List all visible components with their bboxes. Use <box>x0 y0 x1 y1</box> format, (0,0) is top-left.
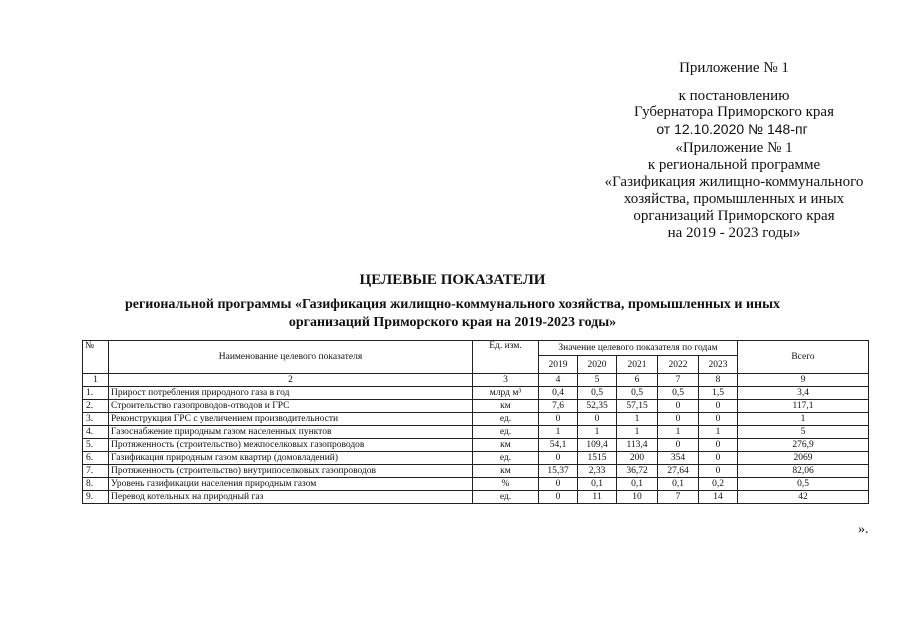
value-cell: 57,15 <box>617 400 658 413</box>
total-cell: 1 <box>738 413 869 426</box>
total-cell: 3,4 <box>738 387 869 400</box>
indicator-name-cell: Прирост потребления природного газа в год <box>109 387 473 400</box>
value-cell: 1 <box>578 426 617 439</box>
value-cell: 11 <box>578 491 617 504</box>
unit-cell: км <box>473 439 539 452</box>
value-cell: 0 <box>699 400 738 413</box>
value-cell: 0,1 <box>658 478 699 491</box>
value-cell: 0,2 <box>699 478 738 491</box>
value-cell: 1 <box>699 426 738 439</box>
value-cell: 0,4 <box>539 387 578 400</box>
value-cell: 109,4 <box>578 439 617 452</box>
value-cell: 1 <box>658 426 699 439</box>
value-cell: 1 <box>617 413 658 426</box>
value-cell: 0 <box>699 413 738 426</box>
value-cell: 36,72 <box>617 465 658 478</box>
value-cell: 1 <box>539 426 578 439</box>
index-cell: 4 <box>539 374 578 387</box>
value-cell: 0,5 <box>578 387 617 400</box>
row-number-cell: 7. <box>83 465 109 478</box>
total-cell: 82,06 <box>738 465 869 478</box>
table-row <box>83 452 869 465</box>
value-cell: 0 <box>699 439 738 452</box>
to-resolution-label: к постановлению <box>678 88 790 104</box>
row-number-cell: 6. <box>83 452 109 465</box>
value-cell: 0 <box>578 413 617 426</box>
program-name-line-2: хозяйства, промышленных и иных <box>623 191 845 207</box>
index-cell: 8 <box>699 374 738 387</box>
unit-cell: ед. <box>473 491 539 504</box>
row-number-cell: 8. <box>83 478 109 491</box>
total-cell: 0,5 <box>738 478 869 491</box>
program-name-line-1: «Газификация жилищно-коммунального <box>604 174 864 190</box>
indicator-name-cell: Уровень газификации населения природным газом <box>109 478 473 491</box>
year-cell: 2023 <box>699 356 738 374</box>
unit-cell: % <box>473 478 539 491</box>
table-row <box>83 413 869 426</box>
total-cell: 276,9 <box>738 439 869 452</box>
total-cell: 2069 <box>738 452 869 465</box>
indicator-name-cell: Протяженность (строительство) внутрипоселковых газопроводов <box>109 465 473 478</box>
value-cell: 0,1 <box>578 478 617 491</box>
table-row <box>83 387 869 400</box>
value-cell: 0 <box>539 413 578 426</box>
unit-cell: ед. <box>473 413 539 426</box>
year-cell: 2020 <box>578 356 617 374</box>
indicator-name-cell: Протяженность (строительство) межпоселковых газопроводов <box>109 439 473 452</box>
year-cell: 2021 <box>617 356 658 374</box>
unit-cell: ед. <box>473 452 539 465</box>
table-index-row <box>83 374 869 387</box>
table-row <box>83 478 869 491</box>
value-cell: 2,33 <box>578 465 617 478</box>
indicator-name-cell: Газоснабжение природным газом населенных пунктов <box>109 426 473 439</box>
total-cell: 5 <box>738 426 869 439</box>
value-cell: 1515 <box>578 452 617 465</box>
value-cell: 0,5 <box>658 387 699 400</box>
indicators-table <box>82 340 869 504</box>
index-cell: 7 <box>658 374 699 387</box>
resolution-date-number: от 12.10.2020 № 148-пг <box>656 121 808 137</box>
value-cell: 27,64 <box>658 465 699 478</box>
value-cell: 0,1 <box>617 478 658 491</box>
appendix2-label: «Приложение № 1 <box>675 140 793 156</box>
indicator-name-cell: Газификация природным газом квартир (домовладений) <box>109 452 473 465</box>
row-number-cell: 4. <box>83 426 109 439</box>
value-cell: 14 <box>699 491 738 504</box>
index-cell: 5 <box>578 374 617 387</box>
indicator-name-cell: Строительство газопроводов-отводов и ГРС <box>109 400 473 413</box>
value-cell: 1,5 <box>699 387 738 400</box>
closing-quote: ». <box>858 522 869 537</box>
table-row <box>83 426 869 439</box>
value-cell: 113,4 <box>617 439 658 452</box>
value-cell: 0,5 <box>617 387 658 400</box>
table-header-row <box>83 341 869 356</box>
program-name-line-3: организаций Приморского края <box>633 208 835 224</box>
header-values-by-year: Значение целевого показателя по годам <box>539 341 738 356</box>
appendix-label: Приложение № 1 <box>679 60 789 76</box>
value-cell: 0 <box>699 452 738 465</box>
value-cell: 0 <box>658 413 699 426</box>
year-cell: 2019 <box>539 356 578 374</box>
governor-label: Губернатора Приморского края <box>634 104 834 120</box>
value-cell: 354 <box>658 452 699 465</box>
index-cell: 2 <box>109 374 473 387</box>
unit-cell: км <box>473 400 539 413</box>
table-row <box>83 491 869 504</box>
document-title: ЦЕЛЕВЫЕ ПОКАЗАТЕЛИ <box>359 272 546 288</box>
row-number-cell: 2. <box>83 400 109 413</box>
row-number-cell: 3. <box>83 413 109 426</box>
unit-cell: ед. <box>473 426 539 439</box>
index-cell: 3 <box>473 374 539 387</box>
total-cell: 117,1 <box>738 400 869 413</box>
value-cell: 0 <box>658 439 699 452</box>
row-number-cell: 9. <box>83 491 109 504</box>
indicator-name-cell: Реконструкция ГРС с увеличением производительности <box>109 413 473 426</box>
index-cell: 1 <box>83 374 109 387</box>
program-name-line-4: на 2019 - 2023 годы» <box>667 225 801 241</box>
unit-cell: млрд м³ <box>473 387 539 400</box>
value-cell: 54,1 <box>539 439 578 452</box>
table-row <box>83 465 869 478</box>
document-subtitle-line-1: региональной программы «Газификация жилищно-коммунального хозяйства, промышленных и иных <box>124 297 781 312</box>
to-program-label: к региональной программе <box>647 157 821 173</box>
table-row <box>83 439 869 452</box>
indicator-name-cell: Перевод котельных на природный газ <box>109 491 473 504</box>
row-number-cell: 1. <box>83 387 109 400</box>
document-subtitle-line-2: организаций Приморского края на 2019-2023 годы» <box>288 315 617 330</box>
value-cell: 0 <box>539 491 578 504</box>
unit-cell: км <box>473 465 539 478</box>
value-cell: 200 <box>617 452 658 465</box>
value-cell: 1 <box>617 426 658 439</box>
value-cell: 7 <box>658 491 699 504</box>
header-num: № <box>83 341 109 374</box>
row-number-cell: 5. <box>83 439 109 452</box>
value-cell: 10 <box>617 491 658 504</box>
value-cell: 0 <box>539 478 578 491</box>
header-name: Наименование целевого показателя <box>109 341 473 374</box>
index-cell: 9 <box>738 374 869 387</box>
header-total: Всего <box>738 341 869 374</box>
value-cell: 52,35 <box>578 400 617 413</box>
table-row <box>83 400 869 413</box>
value-cell: 0 <box>658 400 699 413</box>
header-unit: Ед. изм. <box>473 341 539 374</box>
value-cell: 15,37 <box>539 465 578 478</box>
index-cell: 6 <box>617 374 658 387</box>
value-cell: 7,6 <box>539 400 578 413</box>
total-cell: 42 <box>738 491 869 504</box>
value-cell: 0 <box>699 465 738 478</box>
value-cell: 0 <box>539 452 578 465</box>
year-cell: 2022 <box>658 356 699 374</box>
